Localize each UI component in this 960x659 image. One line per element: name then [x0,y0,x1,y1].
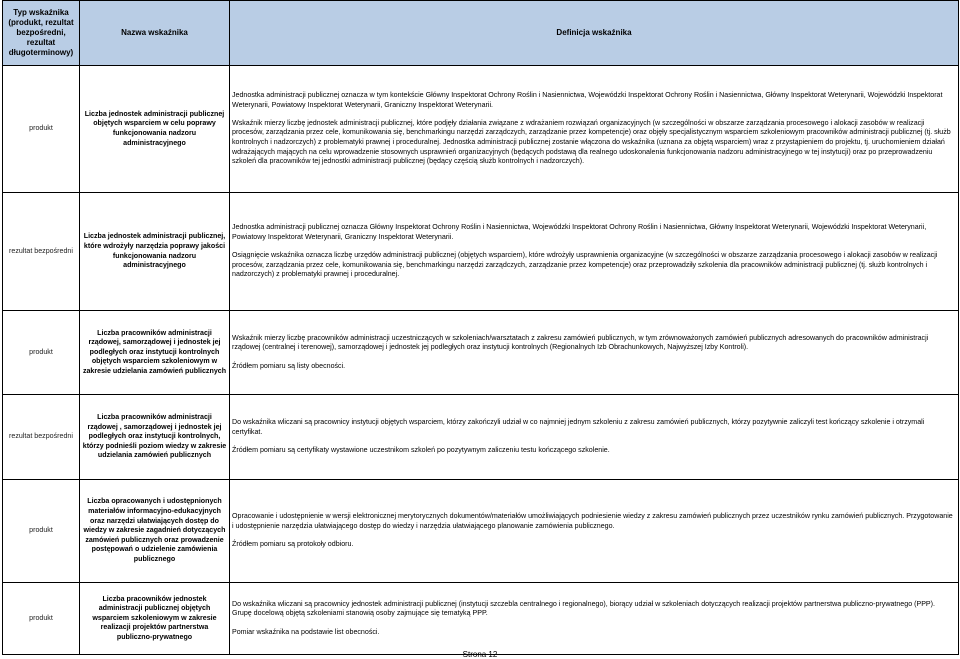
indicator-definition [230,583,959,655]
table-row [3,583,959,655]
indicator-type: produkt [3,311,80,395]
indicator-definition [230,193,959,311]
indicator-table [2,0,959,655]
definition-paragraph: Źródłem pomiaru są listy obecności. [232,361,346,370]
indicator-name: Liczba pracowników administracji rządowej , samorządowej i jednostek jej podległych oraz instytucji kontrolnych, którzy podnieśli poziom wiedzy w zakresie udzielania zamówień publicznych [80,395,230,480]
definition-paragraph: Wskaźnik mierzy liczbę pracowników administracji uczestniczących w szkoleniach/warsztatach z zakresu zamówień publicznych, w tym zrównoważonych zamówień publicznych adresowanych do pracowników administracji rządowej (centralnej i terenowej), samorządowej i jednostek jej podległych oraz instytucji kontrolnych (Regionalnych Izb Obrachunkowych, Najwyższej Izby Kontroli). [232,333,929,352]
page-number: Strona 12 [462,650,498,659]
indicator-type: produkt [3,583,80,655]
table-row [3,193,959,311]
indicator-name: Liczba jednostek administracji publicznej objętych wsparciem w celu poprawy funkcjonowania nadzoru administracyjnego [80,66,230,193]
definition-paragraph: Pomiar wskaźnika na podstawie list obecności. [232,627,380,636]
indicator-definition [230,395,959,480]
table-row [3,480,959,583]
table-row [3,311,959,395]
indicator-type: rezultat bezpośredni [3,193,80,311]
header-indicator-type: Typ wskaźnika (produkt, rezultat bezpośredni, rezultat długoterminowy) [3,1,80,66]
definition-paragraph: Źródłem pomiaru są protokoły odbioru. [232,540,354,549]
table-row [3,66,959,193]
table-row [3,395,959,480]
definition-paragraph: Do wskaźnika wliczani są pracownicy jednostek administracji publicznej (instytucji szczebla centralnego i regionalnego), biorący udział w szkoleniach dotyczących realizacji projektów partnerstwa publiczno-prywatnego (PPP). Grupę docelową objętą szkoleniami stanowią osoby zajmujące się tematyką PPP. [232,599,935,618]
header-indicator-name: Nazwa wskaźnika [80,1,230,66]
header-indicator-definition: Definicja wskaźnika [230,1,959,66]
definition-paragraph: Osiągnięcie wskaźnika oznacza liczbę urzędów administracji publicznej (objętych wsparciem), które wdrożyły usprawnienia organizacyjne (w szczególności w obszarze zarządzania procesowego i alokacji zasobów w realizacji procesów, zarządzania przez cele, komunikowania się, benchmarkingu narzędzi zarządczych, zarządzanie przez kompetencje) oraz przeprowadziły szkolenia dla pracowników administracji publicznej (tj. służb kontrolnych i nadzorczych) z problematyki prawnej i proceduralnej. [232,250,938,279]
table-header-row [3,1,959,66]
definition-paragraph: Do wskaźnika wliczani są pracownicy instytucji objętych wsparciem, którzy zakończyli udział w co najmniej jednym szkoleniu z zakresu zamówień publicznych, którzy pozytywnie zaliczyli test kończący szkolenie i otrzymali certyfikat. [232,418,925,436]
indicator-name: Liczba jednostek administracji publicznej, które wdrożyły narzędzia poprawy jakości funkcjonowania nadzoru administracyjnego [80,193,230,311]
indicator-definition [230,480,959,583]
indicator-name: Liczba pracowników jednostek administracji publicznej objętych wsparciem szkoleniowym w zakresie realizacji projektów partnerstwa publiczno-prywatnego [80,583,230,655]
definition-paragraph: Jednostka administracji publicznej oznacza w tym kontekście Główny Inspektorat Ochrony Roślin i Nasiennictwa, Wojewódzki Inspektorat Ochrony Roślin i Nasiennictwa, Główny Inspektorat Weterynarii, Wojewódzki Inspektorat Weterynarii, Powiatowy Inspektorat Weterynarii, Graniczny Inspektorat Weterynarii. [232,91,943,109]
indicator-definition [230,311,959,395]
indicator-type: produkt [3,480,80,583]
definition-paragraph: Opracowanie i udostępnienie w wersji elektronicznej merytorycznych dokumentów/materiałów umożliwiających podniesienie wiedzy z zakresu zamówień publicznych przez uczestników rynku zamówień publicznych. Przygotowanie i udostępnienie narzędzia ułatwiającego dostęp do wiedzy i narzędzia ułatwiającego planowanie zamówienia publicznego. [232,512,953,530]
definition-paragraph: Źródłem pomiaru są certyfikaty wystawione uczestnikom szkoleń po pozytywnym zaliczeniu testu kończącego szkolenie. [232,446,610,455]
definition-paragraph: Wskaźnik mierzy liczbę jednostek administracji publicznej, które podjęły działania związane z wdrażaniem rozwiązań organizacyjnych (w szczególności w obszarze zarządzania procesowego i alokacji zasobów w realizacji procesów, zarządzania przez cele, komunikowania się, benchmarkingu narzędzi zarządczych, zarządzanie przez kompetencje) oraz objęły specjalistycznym wsparciem szkoleniowym pracowników administracji publicznej (tj. służb kontrolnych i nadzorczych) z problematyki prawnej i proceduralnej. Jednostka administracji publicznej zostanie włączona do wskaźnika (uznana za objętą wsparciem) wraz z przystąpieniem do projektu, tj. uruchomieniem działań wdrażających mających na celu wprowadzenie stosownych usprawnień organizacyjnych (będących podstawą dla realnego udoskonalenia funkcjonowania nadzoru administracyjnego w tej instytucji) oraz po przeprowadzeniu szkoleń dla pracowników tej jednostki administracji publicznej (będący częścią służb kontrolnych i nadzorczych). [232,118,951,166]
indicator-name: Liczba opracowanych i udostępnionych materiałów informacyjno-edukacyjnych oraz narzędzi ułatwiających dostęp do wiedzy w zakresie zagadnień dotyczących zamówień publicznych oraz prowadzenie postępowań o udzielenie zamówienia publicznego [80,480,230,583]
indicator-type: rezultat bezpośredni [3,395,80,480]
indicator-name: Liczba pracowników administracji rządowej, samorządowej i jednostek jej podległych oraz instytucji kontrolnych objętych wsparciem szkoleniowym w zakresie udzielania zamówień publicznych [80,311,230,395]
definition-paragraph: Jednostka administracji publicznej oznacza Główny Inspektorat Ochrony Roślin i Nasiennictwa, Wojewódzki Inspektorat Ochrony Roślin i Nasiennictwa, Główny Inspektorat Weterynarii, Wojewódzki Inspektorat Weterynarii, Powiatowy Inspektorat Weterynarii, Graniczny Inspektorat Weterynarii. [232,223,927,241]
indicator-type: produkt [3,66,80,193]
indicator-definition [230,66,959,193]
